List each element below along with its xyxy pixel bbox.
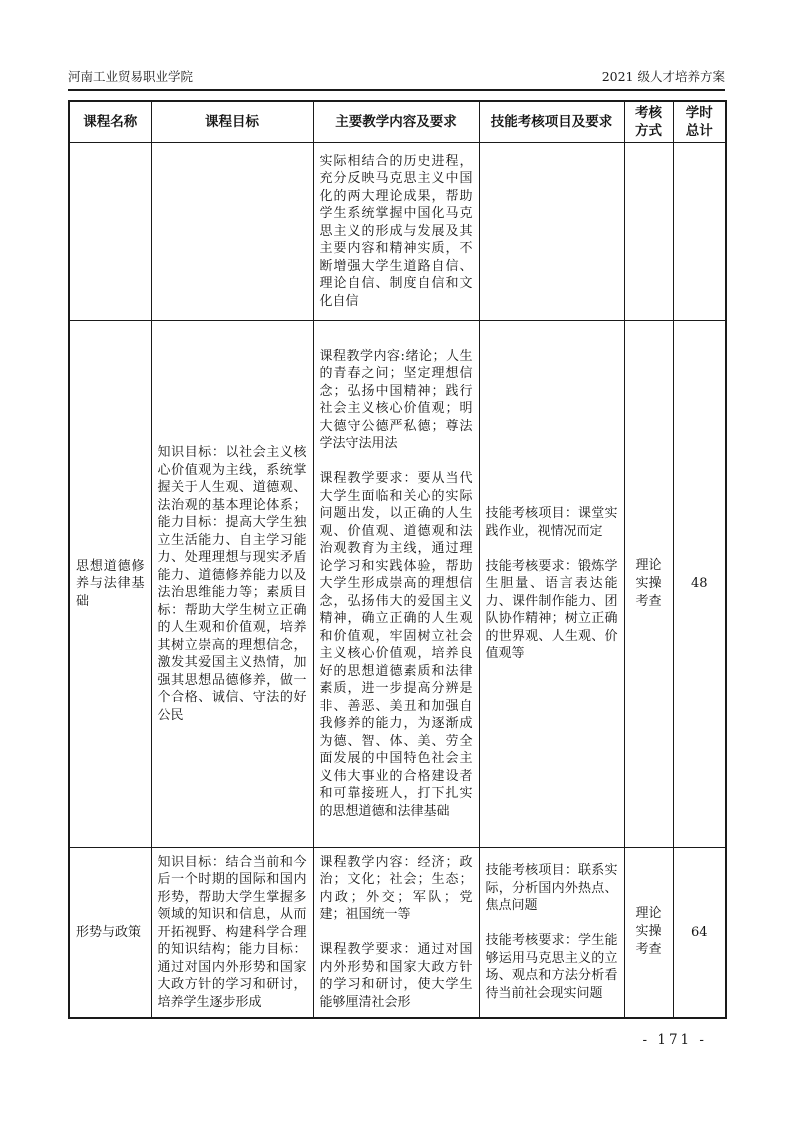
cell-paragraph: 知识目标：结合当前和今后一个时期的国际和国内形势，帮助大学生掌握多领域的知识和信息，从而开拓视野、构建科学合理的知识结构；能力目标：通过对国内外形势和国家大政方针的学习和研讨，培养学生逐步形成: [157, 854, 307, 1010]
cell-total-hours: 64: [673, 848, 726, 1018]
cell-paragraph: 课程教学内容：经济；政治；文化；社会；生态；内政；外交；军队；党建；祖国统一等: [319, 854, 473, 922]
col-header-objectives: 课程目标: [151, 101, 313, 143]
cell-assessment-method: [624, 143, 673, 321]
cell-paragraph: 知识目标：以社会主义核心价值观为主线，系统掌握关于人生观、道德观、法治观的基本理论体系；能力目标：提高大学生独立生活能力、自主学习能力、处理理想与现实矛盾能力、道德修养能力以及法治思维能力等；素质目标：帮助大学生树立正确的人生观和价值观，培养其树立崇高的理想信念，激发其爱国主义热情，加强其思想品德修养，做一个合格、诚信、守法的好公民: [157, 445, 307, 723]
col-header-assessment-method: 考核方式: [624, 101, 673, 143]
cell-course-name: 思想道德修养与法律基础: [69, 321, 151, 848]
table-row-continuation: [69, 143, 726, 321]
cell-paragraph: 技能考核项目：联系实际，分析国内外热点、焦点问题: [485, 863, 618, 914]
cell-total-hours: [673, 143, 726, 321]
cell-paragraph: 技能考核项目：课堂实践作业，视情况而定: [485, 506, 618, 539]
cell-skill-assessment: [479, 143, 624, 321]
cell-course-name: [69, 143, 151, 321]
col-header-course-name: 课程名称: [69, 101, 151, 143]
page-number: - 171 -: [642, 1032, 707, 1048]
table-row-xingshiyuzhengce: [69, 848, 726, 1018]
cell-teaching-content: [313, 321, 479, 848]
cell-objectives: [151, 321, 313, 848]
cell-paragraph: 课程教学要求：要从当代大学生面临和关心的实际问题出发，以正确的人生观、价值观、道德观和法治观教育为主线，通过理论学习和实践体验，帮助大学生形成崇高的理想信念，弘扬伟大的爱国主义精神，确立正确的人生观和价值观，牢固树立社会主义核心价值观，培养良好的思想道德素质和法律素质，进一步提高分辨是非、善恶、美丑和加强自我修养的能力，为逐渐成为德、智、体、美、劳全面发展的中国特色社会主义伟大事业的合格建设者和可靠接班人，打下扎实的思想道德和法律基础: [319, 471, 473, 819]
cell-paragraph: 课程教学要求：通过对国内外形势和国家大政方针的学习和研讨，使大学生能够厘清社会形: [319, 942, 473, 1010]
curriculum-table: [68, 100, 727, 1019]
col-header-total-hours: 学时总计: [673, 101, 726, 143]
cell-assessment-method: 理论 实操 考查: [624, 321, 673, 848]
header-plan-title: 2021 级人才培养方案: [601, 69, 725, 84]
cell-objectives: [151, 848, 313, 1018]
cell-paragraph: 课程教学内容:绪论；人生的青春之问；坚定理想信念；弘扬中国精神；践行社会主义核心价值观；明大德守公德严私德；尊法学法守法用法: [319, 348, 473, 452]
table-header-row: [69, 101, 726, 143]
page-header: [68, 67, 725, 85]
header-divider: [68, 89, 725, 91]
cell-course-name: 形势与政策: [69, 848, 151, 1018]
table-row-sixiangdaode: [69, 321, 726, 848]
cell-assessment-method: 理论 实操 考查: [624, 848, 673, 1018]
cell-paragraph: 实际相结合的历史进程，充分反映马克思主义中国化的两大理论成果，帮助学生系统掌握中国化马克思主义的形成与发展及其主要内容和精神实质，不断增强大学生道路自信、理论自信、制度自信和文化自信: [319, 153, 473, 309]
cell-teaching-content: [313, 143, 479, 321]
cell-paragraph: 技能考核要求：锻炼学生胆量、语言表达能力、课件制作能力、团队协作精神；树立正确的世界观、人生观、价值观等: [485, 558, 618, 662]
cell-paragraph: 技能考核要求：学生能够运用马克思主义的立场、观点和方法分析看待当前社会现实问题: [485, 933, 618, 1001]
col-header-teaching-content: 主要教学内容及要求: [313, 101, 479, 143]
cell-skill-assessment: [479, 321, 624, 848]
col-header-skill-assessment: 技能考核项目及要求: [479, 101, 624, 143]
header-school-name: 河南工业贸易职业学院: [68, 69, 194, 84]
cell-skill-assessment: [479, 848, 624, 1018]
cell-teaching-content: [313, 848, 479, 1018]
cell-total-hours: 48: [673, 321, 726, 848]
cell-objectives: [151, 143, 313, 321]
